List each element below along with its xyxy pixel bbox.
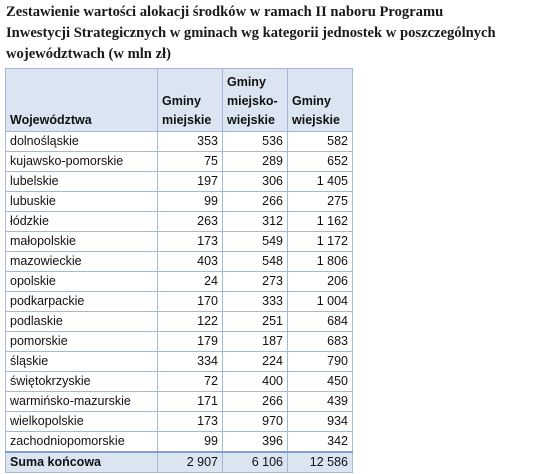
- voivodeship-name: małopolskie: [6, 232, 158, 252]
- rural-value: 439: [288, 392, 353, 412]
- voivodeship-name: podlaskie: [6, 312, 158, 332]
- voivodeship-name: lubelskie: [6, 172, 158, 192]
- urban-rural-value: 536: [223, 132, 288, 152]
- urban-value: 263: [158, 212, 223, 232]
- urban-rural-value: 400: [223, 372, 288, 392]
- document-title: Zestawienie wartości alokacji środków w ramach II naboru Programu Inwestycji Strategicznych w gminach wg kategorii jednostek w poszczególnych województwach (w mln zł): [6, 4, 496, 62]
- table-row: [6, 392, 353, 412]
- urban-value: 171: [158, 392, 223, 412]
- urban-value: 99: [158, 432, 223, 453]
- rural-value: 582: [288, 132, 353, 152]
- table-row: [6, 152, 353, 172]
- table-row: [6, 192, 353, 212]
- total-rural-value: 12 586: [288, 452, 353, 473]
- table-row: [6, 232, 353, 252]
- table-row: [6, 412, 353, 432]
- urban-value: 173: [158, 412, 223, 432]
- urban-rural-value: 266: [223, 392, 288, 412]
- urban-value: 99: [158, 192, 223, 212]
- voivodeship-name: lubuskie: [6, 192, 158, 212]
- voivodeship-name: kujawsko-pomorskie: [6, 152, 158, 172]
- table-row: [6, 352, 353, 372]
- urban-value: 197: [158, 172, 223, 192]
- urban-rural-value: 266: [223, 192, 288, 212]
- rural-value: 790: [288, 352, 353, 372]
- voivodeship-name: śląskie: [6, 352, 158, 372]
- voivodeship-name: łódzkie: [6, 212, 158, 232]
- header-rural: Gminy wiejskie: [288, 69, 353, 132]
- allocation-table: [5, 68, 353, 473]
- urban-value: 403: [158, 252, 223, 272]
- urban-rural-value: 970: [223, 412, 288, 432]
- urban-value: 179: [158, 332, 223, 352]
- urban-rural-value: 306: [223, 172, 288, 192]
- table-body: [6, 132, 353, 453]
- total-label: Suma końcowa: [6, 452, 158, 473]
- urban-value: 122: [158, 312, 223, 332]
- urban-value: 173: [158, 232, 223, 252]
- voivodeship-name: pomorskie: [6, 332, 158, 352]
- rural-value: 684: [288, 312, 353, 332]
- voivodeship-name: opolskie: [6, 272, 158, 292]
- table-row: [6, 132, 353, 152]
- table-row: [6, 372, 353, 392]
- header-voivodeship: Województwa: [6, 69, 158, 132]
- total-urban-value: 2 907: [158, 452, 223, 473]
- table-row: [6, 292, 353, 312]
- table-row: [6, 172, 353, 192]
- rural-value: 1 162: [288, 212, 353, 232]
- total-urban-rural-value: 6 106: [223, 452, 288, 473]
- urban-value: 24: [158, 272, 223, 292]
- header-urban-rural: Gminy miejsko-wiejskie: [223, 69, 288, 132]
- table-row: [6, 312, 353, 332]
- rural-value: 1 806: [288, 252, 353, 272]
- urban-rural-value: 251: [223, 312, 288, 332]
- voivodeship-name: warmińsko-mazurskie: [6, 392, 158, 412]
- urban-rural-value: 548: [223, 252, 288, 272]
- voivodeship-name: świętokrzyskie: [6, 372, 158, 392]
- urban-rural-value: 187: [223, 332, 288, 352]
- urban-rural-value: 273: [223, 272, 288, 292]
- header-urban: Gminy miejskie: [158, 69, 223, 132]
- rural-value: 934: [288, 412, 353, 432]
- voivodeship-name: mazowieckie: [6, 252, 158, 272]
- urban-rural-value: 224: [223, 352, 288, 372]
- rural-value: 1 172: [288, 232, 353, 252]
- urban-rural-value: 333: [223, 292, 288, 312]
- rural-value: 342: [288, 432, 353, 453]
- table-row: [6, 212, 353, 232]
- urban-value: 334: [158, 352, 223, 372]
- urban-value: 75: [158, 152, 223, 172]
- voivodeship-name: zachodniopomorskie: [6, 432, 158, 453]
- urban-value: 170: [158, 292, 223, 312]
- urban-rural-value: 312: [223, 212, 288, 232]
- table-row: [6, 252, 353, 272]
- voivodeship-name: wielkopolskie: [6, 412, 158, 432]
- rural-value: 206: [288, 272, 353, 292]
- table-row: [6, 272, 353, 292]
- table-row: [6, 432, 353, 453]
- table-header-row: [6, 69, 353, 132]
- rural-value: 1 004: [288, 292, 353, 312]
- voivodeship-name: dolnośląskie: [6, 132, 158, 152]
- urban-value: 72: [158, 372, 223, 392]
- urban-rural-value: 549: [223, 232, 288, 252]
- voivodeship-name: podkarpackie: [6, 292, 158, 312]
- urban-rural-value: 289: [223, 152, 288, 172]
- urban-value: 353: [158, 132, 223, 152]
- rural-value: 1 405: [288, 172, 353, 192]
- rural-value: 652: [288, 152, 353, 172]
- rural-value: 275: [288, 192, 353, 212]
- total-row: [6, 452, 353, 473]
- table-row: [6, 332, 353, 352]
- rural-value: 683: [288, 332, 353, 352]
- rural-value: 450: [288, 372, 353, 392]
- urban-rural-value: 396: [223, 432, 288, 453]
